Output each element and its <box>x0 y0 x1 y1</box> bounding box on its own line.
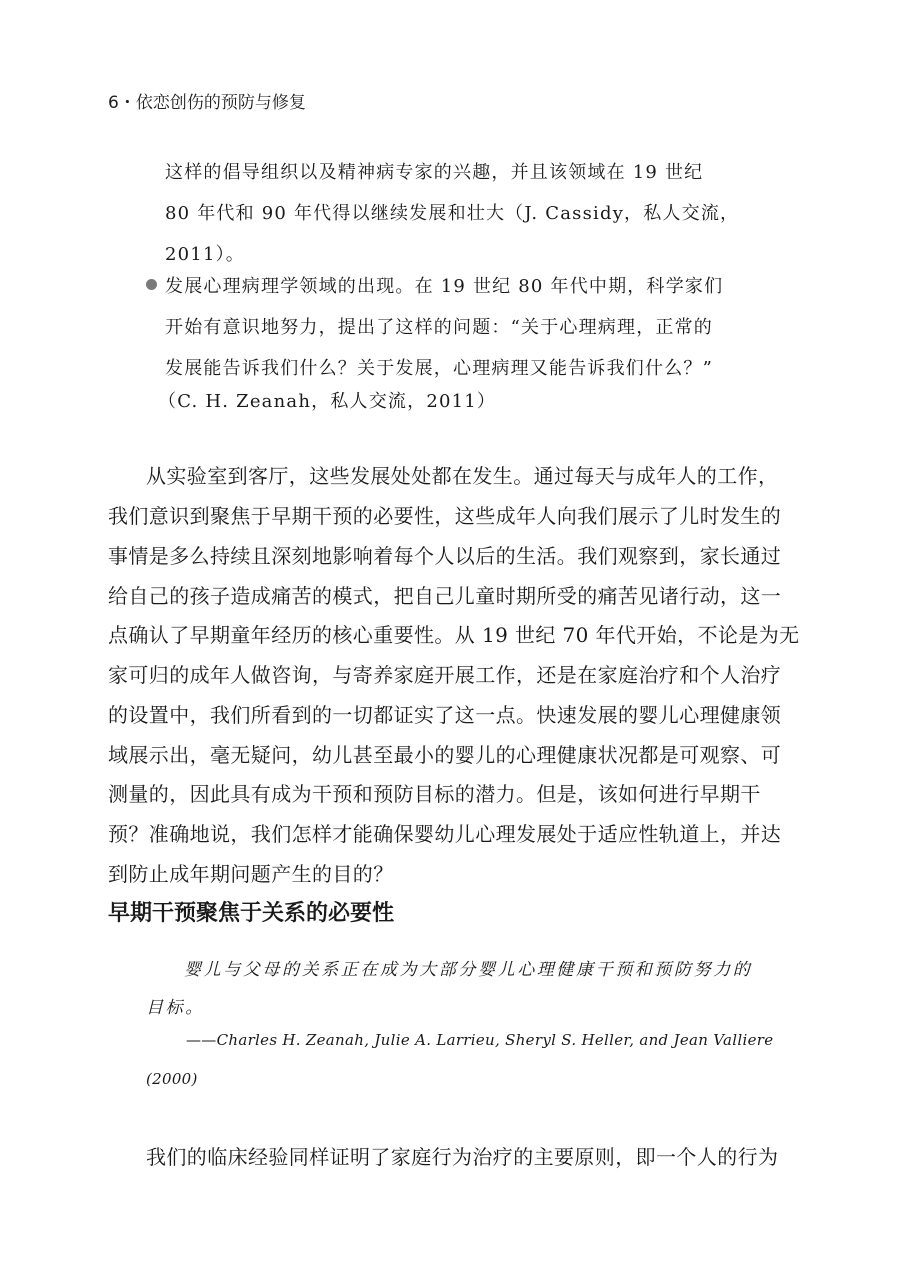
bullet-item-line-3: 发展能告诉我们什么？关于发展，心理病理又能告诉我们什么？” <box>165 358 713 379</box>
paragraph-1-line-9: 测量的，因此具有成为干预和预防目标的潜力。但是，该如何进行早期干 <box>108 782 761 806</box>
epigraph-line-1: 婴儿与父母的关系正在成为大部分婴儿心理健康干预和预防努力的 <box>184 960 753 980</box>
paragraph-1-line-1: 从实验室到客厅，这些发展处处都在发生。通过每天与成年人的工作， <box>146 464 779 488</box>
paragraph-1-line-2: 我们意识到聚焦于早期干预的必要性，这些成年人向我们展示了儿时发生的 <box>108 504 782 528</box>
paragraph-1-line-11: 到防止成年期问题产生的目的？ <box>108 862 394 886</box>
epigraph-line-2: 目标。 <box>146 998 205 1018</box>
bullet-continuation-line-3: 2011）。 <box>165 244 246 265</box>
paragraph-1-line-3: 事情是多么持续且深刻地影响着每个人以后的生活。我们观察到，家长通过 <box>108 544 782 568</box>
bullet-continuation-line-2: 80 年代和 90 年代得以继续发展和壮大（J. Cassidy，私人交流， <box>165 203 740 224</box>
epigraph-attribution-line-2: (2000) <box>146 1070 198 1088</box>
paragraph-1-line-6: 家可归的成年人做咨询，与寄养家庭开展工作，还是在家庭治疗和个人治疗 <box>108 663 782 687</box>
section-heading: 早期干预聚焦于关系的必要性 <box>108 901 395 926</box>
bullet-dot-icon <box>146 279 157 290</box>
bullet-item-line-4: （C. H. Zeanah，私人交流，2011） <box>158 391 497 412</box>
paragraph-1-line-4: 给自己的孩子造成痛苦的模式，把自己儿童时期所受的痛苦见诸行动，这一 <box>108 584 782 608</box>
epigraph-attribution-line-1: ——Charles H. Zeanah, Julie A. Larrieu, Sheryl S. Heller, and Jean Valliere <box>186 1031 774 1049</box>
bullet-continuation-line-1: 这样的倡导组织以及精神病专家的兴趣，并且该领域在 19 世纪 <box>165 162 704 183</box>
paragraph-1-line-5: 点确认了早期童年经历的核心重要性。从 19 世纪 70 年代开始，不论是为无 <box>108 623 800 647</box>
bullet-item-line-2: 开始有意识地努力，提出了这样的问题：“关于心理病理，正常的 <box>165 317 713 338</box>
paragraph-2-line-1: 我们的临床经验同样证明了家庭行为治疗的主要原则，即一个人的行为 <box>146 1145 779 1169</box>
paragraph-1-line-8: 域展示出，毫无疑问，幼儿甚至最小的婴儿的心理健康状况都是可观察、可 <box>108 743 782 767</box>
paragraph-1-line-10: 预？准确地说，我们怎样才能确保婴幼儿心理发展处于适应性轨道上，并达 <box>108 822 782 846</box>
paragraph-1-line-7: 的设置中，我们所看到的一切都证实了这一点。快速发展的婴儿心理健康领 <box>108 703 782 727</box>
running-header: 6・依恋创伤的预防与修复 <box>108 93 306 113</box>
bullet-item-line-1: 发展心理病理学领域的出现。在 19 世纪 80 年代中期，科学家们 <box>165 276 724 297</box>
